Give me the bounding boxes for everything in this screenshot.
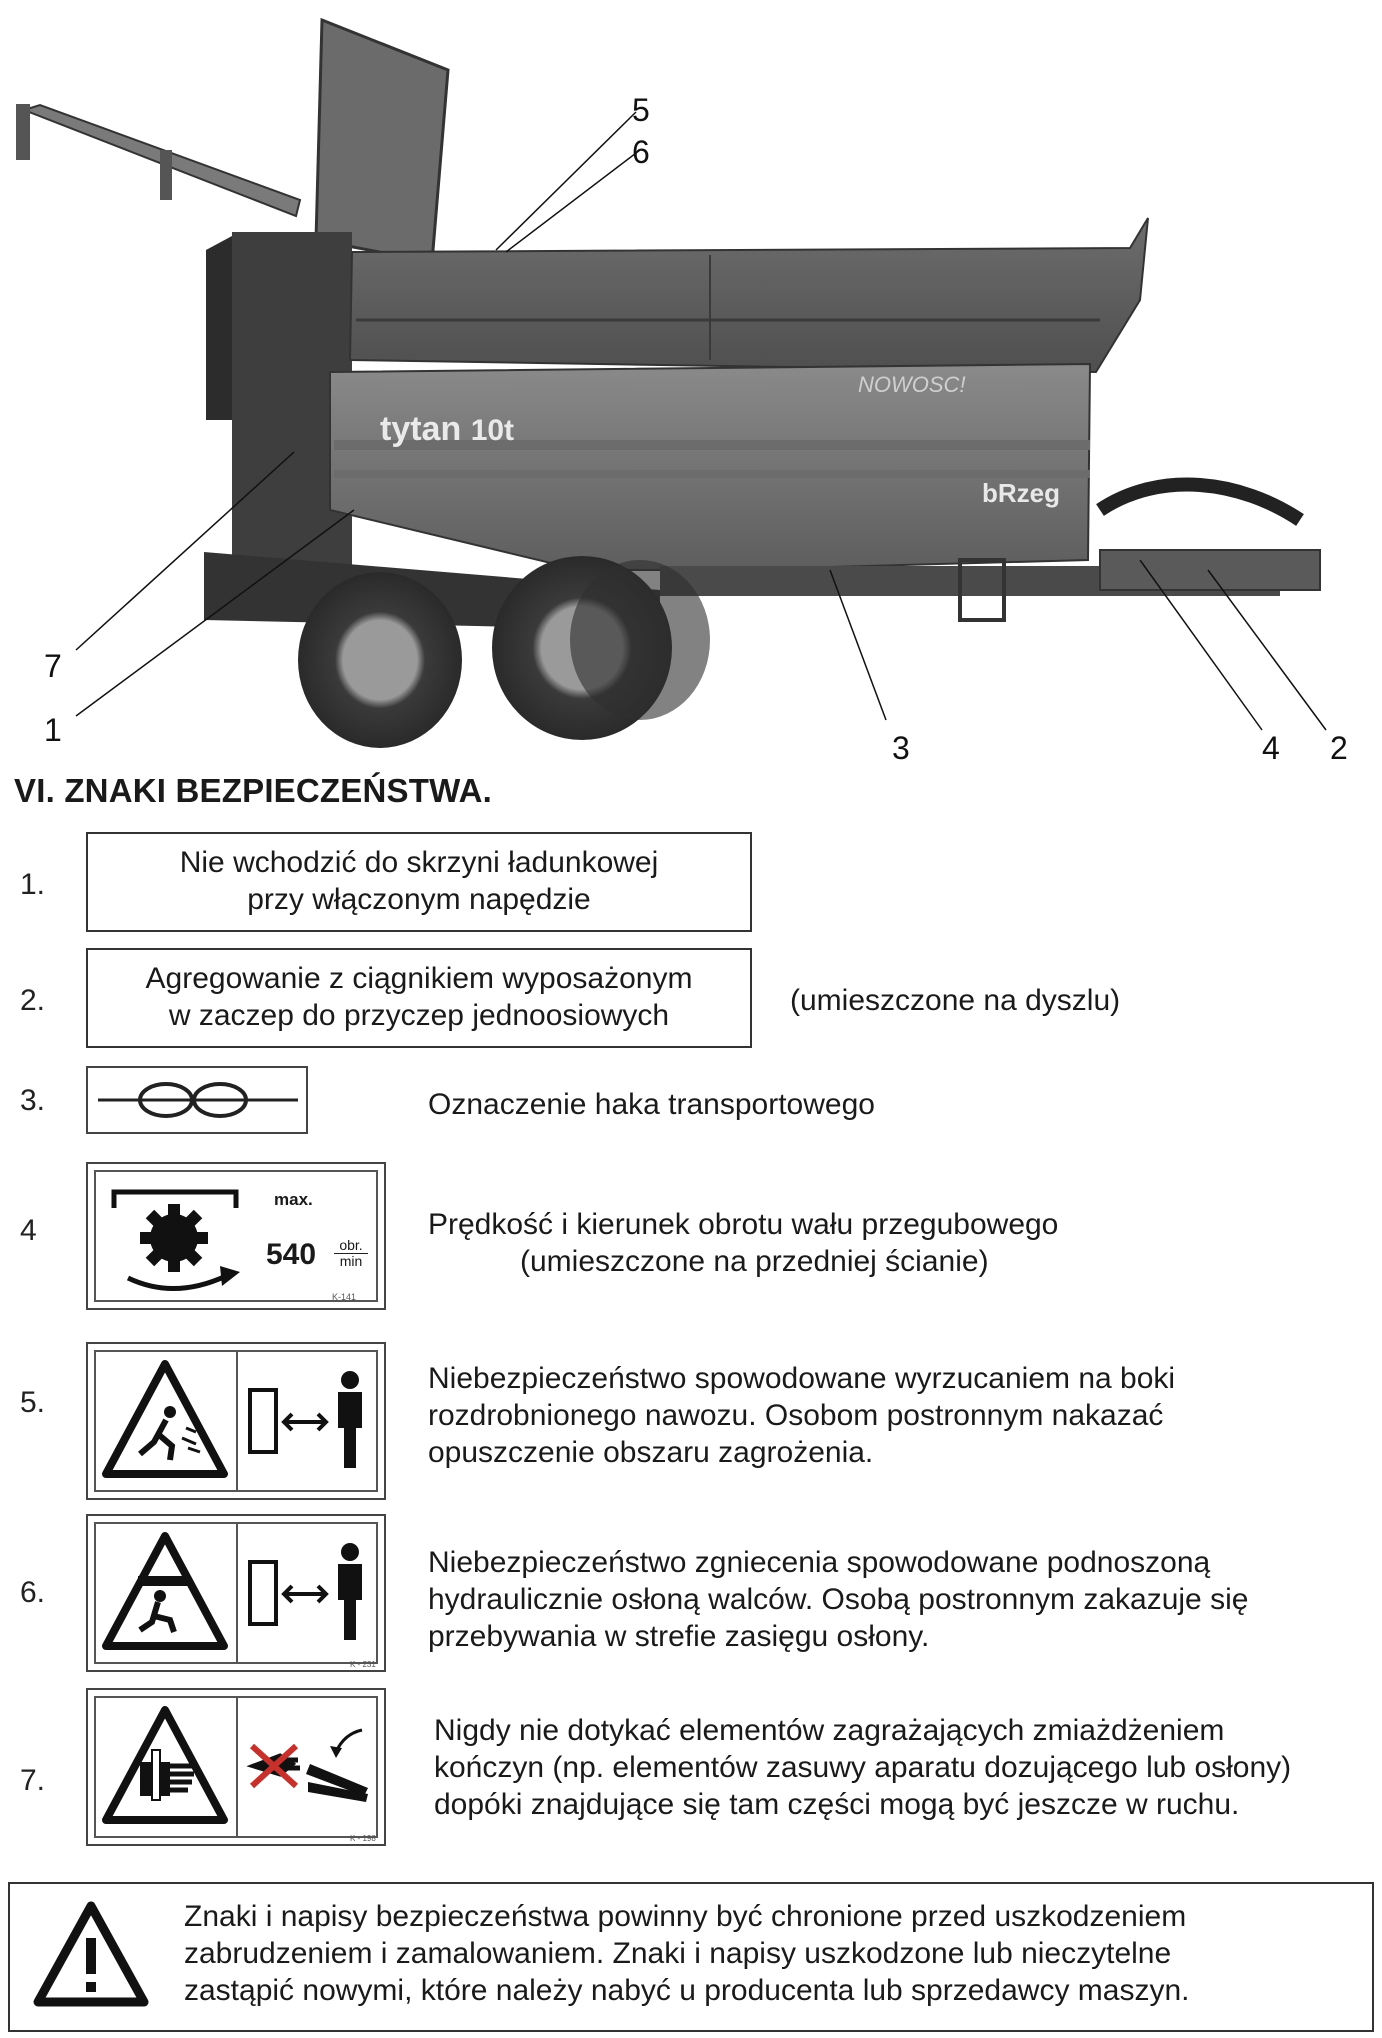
section-title: VI. ZNAKI BEZPIECZEŃSTWA. (14, 772, 493, 809)
hand-crush-warning-icon (100, 1704, 230, 1830)
sign-7-line-1: Nigdy nie dotykać elementów zagrażających zmiażdżeniem (434, 1714, 1225, 1747)
crush-from-above-warning-icon (100, 1530, 230, 1656)
pto-rpm-value: 540 (266, 1238, 317, 1271)
sign-number-7: 7. (20, 1764, 46, 1797)
sign-1-line-1: Nie wchodzić do skrzyni ładunkowej (179, 846, 659, 879)
sign-number-5: 5. (20, 1386, 46, 1419)
sign-2-note: (umieszczone na dyszlu) (790, 984, 1121, 1017)
callout-4: 4 (1262, 730, 1280, 766)
sign-number-3: 3. (20, 1084, 46, 1117)
sign-4-description (428, 1206, 1058, 1280)
sign-2-line-2: w zaczep do przyczep jednoosiowych (168, 999, 670, 1032)
sign-5-pictogram (86, 1342, 386, 1500)
sign-6-line-2: hydraulicznie osłoną walców. Osobą postronnym zakazuje się (428, 1583, 1249, 1616)
sign-7-code: K - 198 (350, 1834, 376, 1843)
sign-7-description (434, 1712, 1291, 1823)
machine-photo (0, 0, 1382, 760)
sign-1-box (86, 832, 752, 932)
sign-3-box (86, 1066, 308, 1134)
sign-6-line-3: przebywania w strefie zasięgu osłony. (428, 1620, 930, 1653)
sign-4-line-1: Prędkość i kierunek obrotu wału przegubowego (428, 1208, 1059, 1241)
do-not-touch-icon (244, 1716, 374, 1816)
keep-distance-icon-2 (244, 1536, 374, 1648)
callout-2: 2 (1330, 730, 1348, 766)
graffiti-text: NOWOSC! (858, 372, 966, 397)
warning-text (184, 1898, 1189, 2009)
sign-7-pictogram (86, 1688, 386, 1846)
callout-6: 6 (632, 134, 650, 170)
sign-4-line-2: (umieszczone na przedniej ścianie) (520, 1245, 989, 1278)
callout-5: 5 (632, 92, 650, 128)
warning-line-1: Znaki i napisy bezpieczeństwa powinny być chronione przed uszkodzeniem (184, 1900, 1187, 1933)
callout-3: 3 (892, 730, 910, 766)
sign-6-pictogram (86, 1514, 386, 1672)
pto-max-label: max. (274, 1190, 313, 1209)
sign-5-line-1: Niebezpieczeństwo spowodowane wyrzucaniem na boki (428, 1362, 1176, 1395)
thrown-material-warning-icon (100, 1358, 230, 1484)
sign-number-4: 4 (20, 1214, 37, 1247)
keep-distance-icon (244, 1364, 374, 1476)
model-logo: tytan 10t (380, 410, 515, 448)
sign-6-line-1: Niebezpieczeństwo zgniecenia spowodowane podnoszoną (428, 1546, 1211, 1579)
sign-2-line-1: Agregowanie z ciągnikiem wyposażonym (145, 962, 693, 995)
sign-2-box (86, 948, 752, 1048)
pto-code: K-141 (332, 1292, 357, 1302)
sign-1-line-2: przy włączonym napędzie (247, 883, 591, 916)
pto-unit-bottom: min (339, 1253, 363, 1269)
sign-7-line-3: dopóki znajdujące się tam części mogą być jeszcze w ruchu. (434, 1788, 1240, 1821)
chain-hook-icon (88, 1068, 306, 1132)
pto-shaft-icon (108, 1182, 258, 1296)
warning-line-2: zabrudzeniem i zamalowaniem. Znaki i napisy uszkodzone lub nieczytelne (184, 1937, 1172, 1970)
pto-unit-top: obr. (334, 1238, 368, 1254)
sign-4-pto (86, 1162, 386, 1310)
sign-number-1: 1. (20, 868, 46, 901)
sign-7-line-2: kończyn (np. elementów zasuwy aparatu dozującego lub osłony) (434, 1751, 1292, 1784)
sign-3-description: Oznaczenie haka transportowego (428, 1088, 875, 1121)
sign-6-code: K - 231 (350, 1660, 376, 1669)
callout-1: 1 (44, 712, 62, 748)
sign-number-2: 2. (20, 984, 46, 1017)
sign-5-line-3: opuszczenie obszaru zagrożenia. (428, 1436, 874, 1469)
callout-7: 7 (44, 648, 62, 684)
exclamation-triangle-icon (30, 1898, 152, 2010)
sign-6-description (428, 1544, 1248, 1655)
sign-number-6: 6. (20, 1576, 46, 1609)
pto-unit (334, 1238, 368, 1269)
warning-line-3: zastąpić nowymi, które należy nabyć u producenta lub sprzedawcy maszyn. (184, 1974, 1190, 2007)
sign-5-line-2: rozdrobnionego nawozu. Osobom postronnym nakazać (428, 1399, 1164, 1432)
maker-logo: bRzeg (982, 478, 1060, 508)
sign-5-description (428, 1360, 1175, 1471)
